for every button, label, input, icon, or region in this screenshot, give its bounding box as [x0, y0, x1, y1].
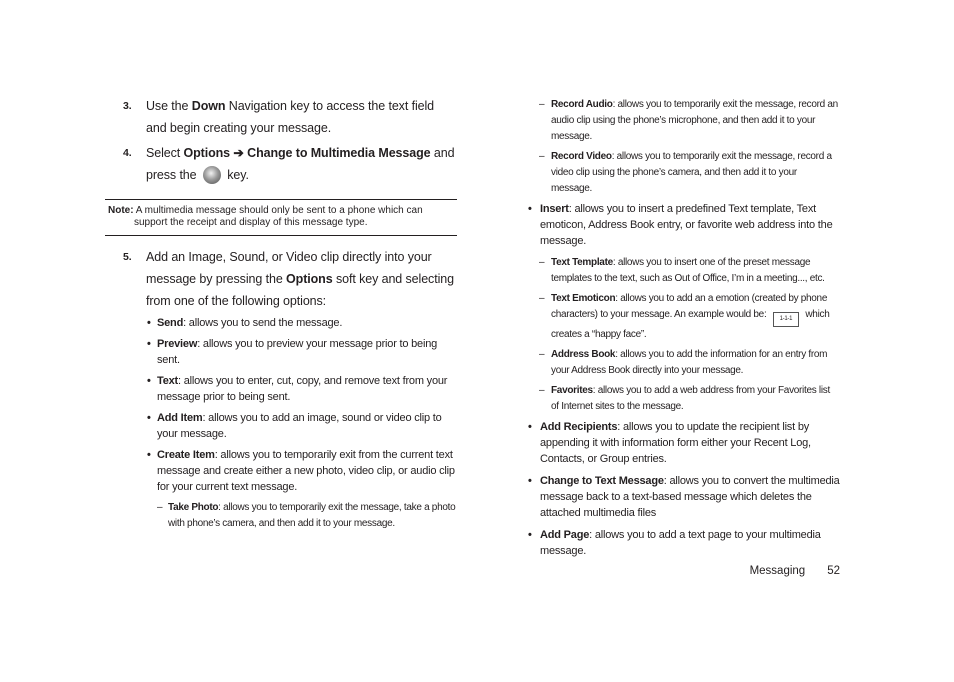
step-term: Down [191, 99, 226, 113]
step-5 [105, 246, 457, 312]
option-term: Text Template [551, 257, 613, 268]
option-term: Text [157, 375, 179, 387]
option-term: Insert [540, 203, 569, 215]
option-term: Add Page [540, 529, 590, 541]
sub-list-item [528, 255, 840, 287]
sub-list-item [528, 291, 840, 343]
dash-icon: – [539, 257, 545, 268]
option-desc: : allows you to insert a predefined Text template, Text emoticon, Address Book entry, or favorite web address into the message. [540, 203, 833, 247]
option-term: Preview [157, 338, 198, 350]
option-term: Text Emoticon [551, 293, 616, 304]
step-3 [105, 95, 457, 139]
left-column [105, 95, 457, 535]
list-item [105, 447, 457, 495]
option-desc: : allows you to update the recipient list by appending it with information form either your Recent Log, Contacts, or Group entries. [540, 421, 811, 465]
bullet-icon: • [528, 475, 532, 487]
step-number: 5. [123, 251, 132, 263]
step-number: 4. [123, 147, 132, 159]
list-item [528, 527, 840, 559]
sub-list-item [528, 383, 840, 415]
sub-list-item [528, 347, 840, 379]
dash-icon: – [539, 293, 545, 304]
bullet-icon: • [147, 338, 151, 350]
section-name: Messaging [749, 565, 806, 577]
step-number: 3. [123, 100, 132, 112]
dash-icon: – [539, 349, 545, 360]
option-desc: which creates a “happy face”. [551, 309, 830, 340]
option-desc: : allows you to add a web address from your Favorites list of Internet sites to the message. [551, 385, 830, 412]
right-column [528, 97, 840, 565]
option-term: Record Video [551, 151, 612, 162]
dash-icon: – [539, 151, 545, 162]
list-item [105, 410, 457, 442]
list-item [105, 373, 457, 405]
bullet-icon: • [147, 412, 151, 424]
step-text: Navigation key to access the text field and begin creating your message. [146, 99, 435, 135]
option-desc: : allows you to add a text page to your multimedia message. [540, 529, 821, 557]
option-term: Add Recipients [540, 421, 618, 433]
page-number: 52 [827, 565, 840, 577]
sub-list-item [528, 149, 840, 197]
option-desc: : allows you to convert the multimedia message back to a text-based message which deletes the attached multimedia files [540, 475, 840, 519]
list-item [105, 336, 457, 368]
option-desc: : allows you to add an a emotion (created by phone characters) to your message. An example would be: [551, 293, 828, 320]
note-line-1: A multimedia message should only be sent to a phone which can [133, 205, 423, 216]
option-desc: : allows you to insert one of the preset message templates to the text, such as Out of Office, I’m in a meeting..., etc. [551, 257, 825, 284]
bullet-icon: • [147, 375, 151, 387]
option-term: Create Item [157, 449, 215, 461]
option-desc: : allows you to preview your message prior to being sent. [157, 338, 438, 366]
note-box [105, 199, 457, 236]
bullet-icon: • [528, 203, 532, 215]
option-term: Change to Text Message [540, 475, 664, 487]
step-text: Add an Image, Sound, or Video clip directly into your message by pressing the [146, 250, 432, 286]
bullet-icon: • [528, 529, 532, 541]
dash-icon: – [157, 502, 163, 513]
option-desc: : allows you to send the message. [183, 317, 343, 329]
step-text: Select [146, 146, 184, 160]
note-line-2: support the receipt and display of this message type. [134, 217, 368, 228]
list-item [528, 201, 840, 249]
option-desc: : allows you to temporarily exit from the current text message and create either a new photo, video clip, or audio clip for your current text message. [157, 449, 455, 493]
option-term: Address Book [551, 349, 616, 360]
sub-list-item [528, 97, 840, 145]
option-desc: : allows you to temporarily exit the message, take a photo with phone’s camera, and then add it to your message. [168, 502, 456, 529]
bullet-icon: • [147, 449, 151, 461]
list-item [528, 473, 840, 521]
note-label: Note: [108, 205, 134, 216]
option-term: Take Photo [168, 502, 219, 513]
list-item [528, 419, 840, 467]
option-desc: : allows you to add an image, sound or video clip to your message. [157, 412, 442, 440]
sub-list-item [105, 500, 457, 532]
dash-icon: – [539, 385, 545, 396]
option-term: Favorites [551, 385, 593, 396]
step-term: Options ➔ Change to Multimedia Message [183, 146, 431, 160]
navigation-key-icon [203, 166, 221, 184]
dash-icon: – [539, 99, 545, 110]
bullet-icon: • [147, 317, 151, 329]
page-footer [700, 565, 840, 577]
step-text: soft key and selecting from one of the following options: [146, 272, 454, 308]
step-4 [105, 142, 457, 186]
list-item [105, 315, 457, 331]
bullet-icon: • [528, 421, 532, 433]
option-desc: : allows you to enter, cut, copy, and remove text from your message prior to being sent. [157, 375, 448, 403]
option-desc: : allows you to temporarily exit the message, record a video clip using the phone’s camera, and then add it to your message. [551, 151, 832, 194]
step-text: key. [223, 168, 249, 182]
step-text: and press the [146, 146, 455, 182]
option-term: Add Item [157, 412, 203, 424]
emoticon-example-icon: 1-1-1 [773, 312, 799, 327]
option-term: Send [157, 317, 184, 329]
option-desc: : allows you to add the information for an entry from your Address Book directly into your message. [551, 349, 828, 376]
option-term: Record Audio [551, 99, 613, 110]
step-text: Use the [146, 99, 192, 113]
step-term: Options [286, 272, 333, 286]
option-desc: : allows you to temporarily exit the message, record an audio clip using the phone’s microphone, and then add it to your message. [551, 99, 838, 142]
